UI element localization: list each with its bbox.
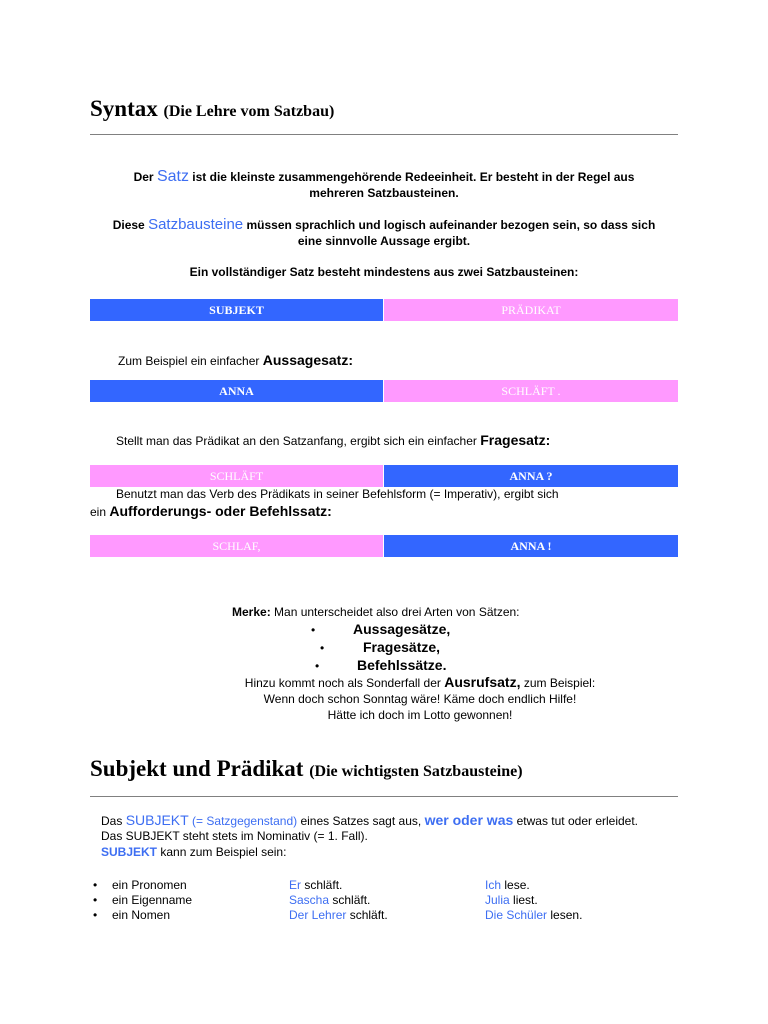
bar-subjekt: SUBJEKT [90, 299, 383, 321]
section-divider [90, 796, 678, 797]
row-kind: ein Nomen [112, 908, 171, 922]
kann-sein-text: kann zum Beispiel sein: [160, 845, 287, 859]
row-example-1-verb: schläft. [304, 878, 343, 892]
example-2-term: Fragesatz: [480, 432, 551, 448]
list-bullet: • [315, 659, 320, 673]
example-2-text: Stellt man das Prädikat an den Satzanfang, ergibt sich ein einfacher [116, 434, 477, 448]
bar-schlaeft-frage: SCHLÄFT [90, 465, 383, 487]
list-bullet: • [93, 893, 98, 907]
row-example-2-verb: lese. [504, 878, 530, 892]
example-befehlssatz-line1: Benutzt man das Verb des Prädikats in seiner Befehlsform (= Imperativ), ergibt sich [116, 487, 559, 501]
merke-text: Man unterscheidet also drei Arten von Sätzen: [274, 605, 520, 619]
list-item: Aussagesätze, [353, 621, 451, 637]
intro-p1-c: ist die kleinste zusammengehörende Redeeinheit. Er besteht in der Regel aus [192, 170, 635, 184]
row-example-1-verb: schläft. [332, 893, 371, 907]
term-wer-oder-was: wer oder was [424, 812, 514, 828]
def-f: etwas tut oder erleidet. [516, 814, 639, 828]
merke-label: Merke: [232, 605, 271, 619]
row-kind: ein Eigenname [112, 893, 193, 907]
intro-p1-a: Der [133, 170, 154, 184]
bar-anna-frage: ANNA ? [384, 465, 678, 487]
term-satzbausteine: Satzbausteine [148, 216, 244, 233]
bar-anna: ANNA [90, 380, 383, 402]
example-3-ein: ein [90, 505, 107, 519]
term-subjekt: SUBJEKT [125, 812, 189, 828]
ausrufsatz-example-1: Wenn doch schon Sonntag wäre! Käme doch endlich Hilfe! [263, 692, 577, 706]
intro-paragraph-3: Ein vollständiger Satz besteht mindestens aus zwei Satzbausteinen: [189, 265, 579, 279]
row-example-2-subject: Ich [485, 878, 502, 892]
row-example-1-subject: Sascha [289, 893, 330, 907]
ausrufsatz-block [180, 674, 660, 723]
subjekt-definition [101, 812, 638, 828]
page-title [90, 96, 334, 122]
list-bullet: • [320, 641, 325, 655]
example-fragesatz [116, 432, 550, 448]
section-title-main: Subjekt und Prädikat [90, 756, 304, 781]
row-example-2-subject: Die Schüler [485, 908, 548, 922]
def-satzgegenstand: (= Satzgegenstand) [192, 814, 298, 828]
list-item: Befehlssätze. [357, 657, 447, 673]
ausrufsatz-c: zum Beispiel: [523, 676, 596, 690]
example-3-term: Aufforderungs- oder Befehlssatz: [109, 503, 332, 519]
intro-p2-c: müssen sprachlich und logisch aufeinander bezogen sein, so dass sich [246, 218, 656, 232]
title-divider [90, 134, 678, 135]
row-example-1-verb: schläft. [349, 908, 388, 922]
list-bullet: • [93, 878, 98, 892]
example-1-text: Zum Beispiel ein einfacher [118, 354, 260, 368]
subjekt-nominativ: Das SUBJEKT steht stets im Nominativ (= 1. Fall). [101, 829, 368, 843]
bar-schlaf: SCHLAF, [90, 535, 383, 557]
list-bullet: • [93, 908, 98, 922]
intro-paragraph-2 [90, 217, 678, 249]
list-item: Fragesätze, [363, 639, 441, 655]
subjekt-kann-sein [101, 845, 286, 859]
ausrufsatz-example-2: Hätte ich doch im Lotto gewonnen! [327, 708, 513, 722]
page-title-main: Syntax [90, 96, 158, 121]
def-d: eines Satzes sagt aus, [300, 814, 422, 828]
row-kind: ein Pronomen [112, 878, 187, 892]
intro-p2-d: eine sinnvolle Aussage ergibt. [297, 234, 471, 248]
row-example-2-verb: liest. [513, 893, 538, 907]
intro-paragraph-1 [90, 169, 678, 201]
ausrufsatz-term: Ausrufsatz, [444, 674, 521, 690]
bar-schlaeft: SCHLÄFT . [384, 380, 678, 402]
row-example-1-subject: Er [289, 878, 301, 892]
bar-anna-befehl: ANNA ! [384, 535, 678, 557]
term-satz: Satz [156, 168, 189, 185]
example-befehlssatz-line2 [90, 503, 332, 519]
intro-p2-a: Diese [112, 218, 145, 232]
row-example-2-verb: lesen. [550, 908, 583, 922]
example-1-term: Aussagesatz: [262, 352, 354, 368]
intro-p1-d: mehreren Satzbausteinen. [309, 186, 459, 200]
merke-line [232, 605, 520, 619]
term-subjekt-2: SUBJEKT [101, 845, 158, 859]
bar-praedikat: PRÄDIKAT [384, 299, 678, 321]
row-example-1-subject: Der Lehrer [289, 908, 347, 922]
section-title [90, 756, 523, 782]
ausrufsatz-a: Hinzu kommt noch als Sonderfall der [244, 676, 441, 690]
list-bullet: • [311, 623, 316, 637]
row-example-2-subject: Julia [485, 893, 510, 907]
section-title-sub: (Die wichtigsten Satzbausteine) [309, 763, 523, 780]
page-title-sub: (Die Lehre vom Satzbau) [163, 103, 335, 120]
def-a: Das [101, 814, 123, 828]
example-aussagesatz [118, 352, 353, 368]
